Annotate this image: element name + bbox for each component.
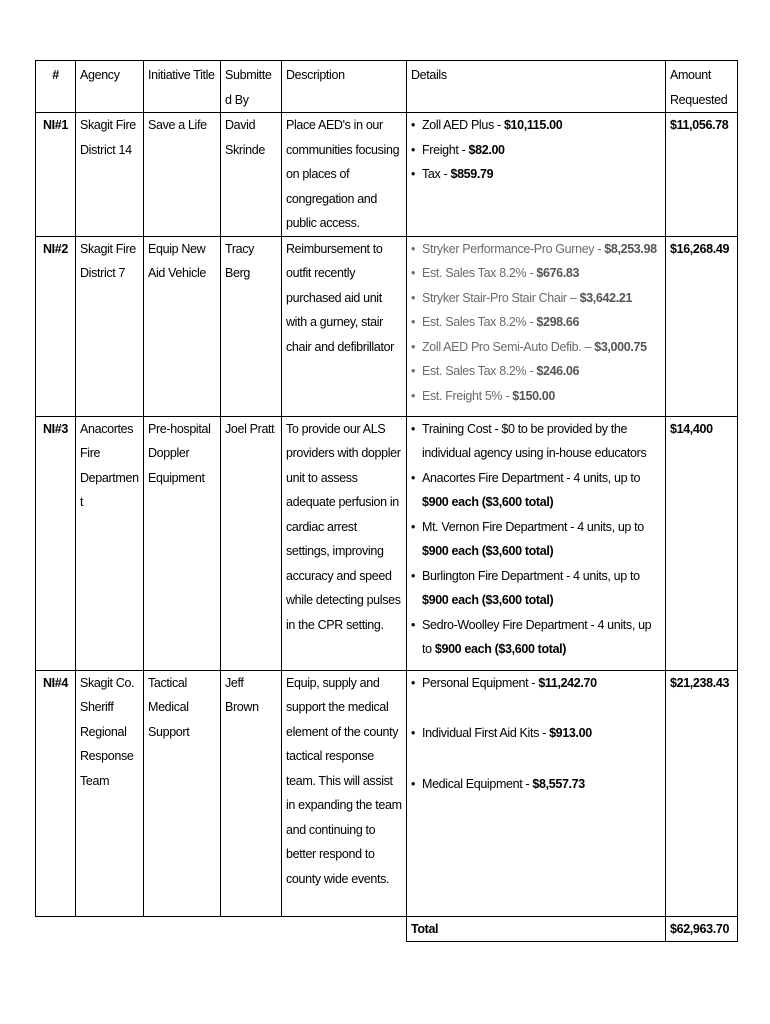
funding-requests-table [35,60,738,942]
details-cell [407,113,666,237]
details-item: • Medical Equipment - $8,557.73 [411,772,661,797]
bullet-icon: • [411,266,416,280]
agency-cell: Anacortes Fire Department [76,416,144,670]
bullet-icon: • [411,241,416,256]
bullet-icon: • [411,617,416,632]
details-item: • Tax - $859.79 [411,162,661,187]
bullet-icon: • [411,315,416,329]
details-item: • Individual First Aid Kits - $913.00 [411,721,661,746]
agency-cell: Skagit Fire District 7 [76,236,144,416]
amount-cell: $21,238.43 [666,670,738,916]
bullet-icon: • [411,118,416,132]
row-number: NI#1 [36,113,76,237]
details-item: • Est. Sales Tax 8.2% - $676.83 [411,261,661,286]
description-cell: Reimbursement to outfit recently purchased aid unit with a gurney, stair chair and defibrillator [282,236,407,416]
details-list [411,671,661,797]
details-item: • Burlington Fire Department - 4 units, up to $900 each ($3,600 total) [411,564,661,613]
bullet-icon: • [411,675,416,690]
document-page [35,60,737,942]
details-list [411,417,661,662]
details-item: • Mt. Vernon Fire Department - 4 units, up to $900 each ($3,600 total) [411,515,661,564]
agency-cell: Skagit Co. Sheriff Regional Response Team [76,670,144,916]
submitted-by-cell: Tracy Berg [221,236,282,416]
header-amount-requested: Amount Requested [666,61,738,113]
row-number: NI#4 [36,670,76,916]
amount-cell: $16,268.49 [666,236,738,416]
row-number: NI#2 [36,236,76,416]
description-cell: To provide our ALS providers with doppler unit to assess adequate perfusion in cardiac arrest settings, improving accuracy and speed while detecting pulses in the CPR setting. [282,416,407,670]
total-amount: $62,963.70 [666,916,738,942]
header-submitted-by: Submitted By [221,61,282,113]
bullet-icon: • [411,339,416,354]
table-row [36,236,738,416]
details-item: • Zoll AED Pro Semi-Auto Defib. – $3,000.75 [411,335,661,360]
bullet-icon: • [411,290,416,305]
total-row [36,916,738,942]
bullet-icon: • [411,726,416,740]
details-item: • Est. Sales Tax 8.2% - $246.06 [411,359,661,384]
amount-cell: $11,056.78 [666,113,738,237]
details-item: • Anacortes Fire Department - 4 units, up to $900 each ($3,600 total) [411,466,661,515]
header-details: Details [407,61,666,113]
total-label: Total [407,916,666,942]
initiative-cell: Save a Life [144,113,221,237]
bullet-icon: • [411,470,416,485]
description-cell: Equip, supply and support the medical element of the county tactical response team. This will assist in expanding the team and continuing to better respond to county wide events. [282,670,407,916]
initiative-cell: Tactical Medical Support [144,670,221,916]
details-list [411,237,661,409]
details-item: • Est. Sales Tax 8.2% - $298.66 [411,310,661,335]
details-cell [407,670,666,916]
initiative-cell: Pre-hospital Doppler Equipment [144,416,221,670]
amount-cell: $14,400 [666,416,738,670]
table-row [36,416,738,670]
details-item: • Zoll AED Plus - $10,115.00 [411,113,661,138]
bullet-icon: • [411,776,416,791]
description-cell: Place AED's in our communities focusing on places of congregation and public access. [282,113,407,237]
submitted-by-cell: David Skrinde [221,113,282,237]
header-number: # [36,61,76,113]
details-item: • Freight - $82.00 [411,138,661,163]
submitted-by-cell: Joel Pratt [221,416,282,670]
details-cell [407,416,666,670]
details-item: • Stryker Stair-Pro Stair Chair – $3,642.21 [411,286,661,311]
table-row [36,670,738,916]
initiative-cell: Equip New Aid Vehicle [144,236,221,416]
header-agency: Agency [76,61,144,113]
bullet-icon: • [411,421,416,436]
details-item: • Stryker Performance-Pro Gurney - $8,253.98 [411,237,661,262]
bullet-icon: • [411,167,416,181]
table-row [36,113,738,237]
details-item: • Est. Freight 5% - $150.00 [411,384,661,409]
header-description: Description [282,61,407,113]
details-item: • Sedro-Woolley Fire Department - 4 units, up to $900 each ($3,600 total) [411,613,661,662]
details-item: • Personal Equipment - $11,242.70 [411,671,661,696]
header-row [36,61,738,113]
details-list [411,113,661,187]
agency-cell: Skagit Fire District 14 [76,113,144,237]
header-initiative-title: Initiative Title [144,61,221,113]
details-cell [407,236,666,416]
submitted-by-cell: Jeff Brown [221,670,282,916]
row-number: NI#3 [36,416,76,670]
bullet-icon: • [411,142,416,157]
bullet-icon: • [411,388,416,403]
bullet-icon: • [411,568,416,583]
bullet-icon: • [411,519,416,534]
bullet-icon: • [411,364,416,378]
details-item: • Training Cost - $0 to be provided by the individual agency using in-house educators [411,417,661,466]
